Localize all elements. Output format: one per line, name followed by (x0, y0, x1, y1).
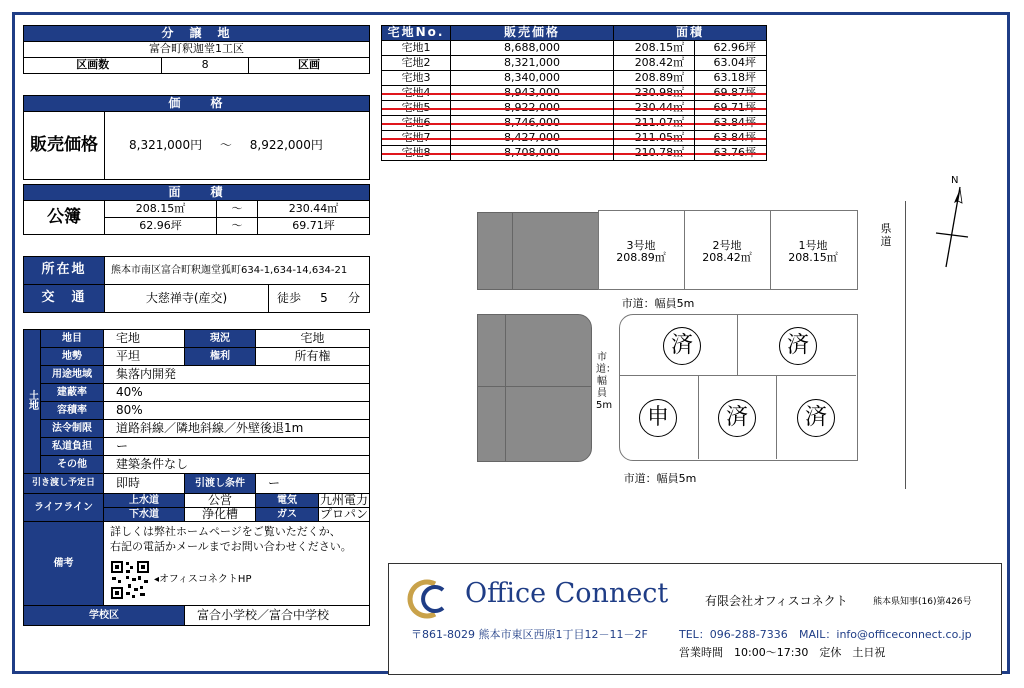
company-license: 熊本県知事(16)第426号 (873, 597, 972, 607)
hourei-value: 道路斜線／隣地斜線／外壁後退1m (104, 420, 370, 438)
lots-row[interactable] (382, 116, 767, 131)
denki-label: 電気 (256, 494, 319, 508)
lot-6-sold-mark: 済 (663, 327, 701, 365)
area-tsubo-min: 62.96坪 (105, 218, 217, 235)
josui-value: 公営 (185, 494, 256, 508)
area-tilde-2: ～ (217, 218, 258, 235)
other-value: 建築条件なし (104, 456, 370, 474)
lot-area-m2: 211.07㎡ (614, 116, 695, 131)
kenpei-label: 建蔽率 (41, 384, 104, 402)
biko-label: 備考 (24, 522, 104, 606)
kenri-label: 権利 (185, 348, 256, 366)
lot-3-area: 208.89㎡ (616, 251, 666, 264)
lot-applied-mark: 申 (639, 399, 677, 437)
location-value: 熊本市南区富合町釈迦堂狐町634-1,634-14,634-21 (105, 257, 370, 285)
price-label: 販売価格 (24, 112, 105, 180)
neighbor-plot (477, 212, 513, 290)
other-label: その他 (41, 456, 104, 474)
lot-no: 宅地5 (382, 101, 451, 116)
road-side-label: 市道：幅員5m (596, 352, 616, 411)
school-value: 富合小学校／富合中学校 (185, 606, 370, 626)
lot-price: 8,746,000 (451, 116, 614, 131)
bunjo-title: 分 譲 地 (24, 26, 370, 42)
pref-road-label: 県道 (880, 222, 892, 248)
price-table (23, 95, 370, 180)
count-unit: 区画 (248, 58, 369, 74)
bunjo-table (23, 25, 370, 74)
count-label: 区画数 (24, 58, 162, 74)
hikiwatashi-value: 即時 (104, 474, 185, 494)
bunjo-name: 富合町釈迦堂1工区 (24, 42, 370, 58)
hourei-label: 法令制限 (41, 420, 104, 438)
company-name: 有限会社オフィスコネクト (705, 594, 848, 608)
lot-divider (776, 376, 777, 459)
neighbor-plot (505, 314, 592, 388)
lot-7-sold-mark: 済 (718, 399, 756, 437)
gas-label: ガス (256, 508, 319, 522)
genkyo-value: 宅地 (256, 330, 370, 348)
lot-area-tsubo: 62.96坪 (695, 41, 767, 56)
logo-text: Office Connect (465, 578, 669, 609)
lot-price: 8,321,000 (451, 56, 614, 71)
biko-content (104, 522, 370, 606)
lot-1-area: 208.15㎡ (788, 251, 838, 264)
price-min: 8,321,000円 (129, 137, 203, 152)
genkyo-label: 現況 (185, 330, 256, 348)
neighbor-plot (477, 314, 507, 388)
location-table (23, 256, 370, 313)
biko-line-2: 右記の電話かメールまでお問い合わせください。 (110, 540, 352, 554)
lot-area-m2: 230.44㎡ (614, 101, 695, 116)
gas-value: プロパン (319, 507, 368, 522)
biko-line-1: 詳しくは弊社ホームページをご覧いただくか、 (110, 525, 341, 539)
neighbor-plot (505, 386, 592, 462)
road-bottom-label: 市道：幅員5m (623, 472, 697, 485)
lot-no: 宅地6 (382, 116, 451, 131)
kenpei-value: 40% (104, 384, 370, 402)
lots-row[interactable] (382, 41, 767, 56)
lots-row[interactable] (382, 101, 767, 116)
shido-value: ー (104, 438, 370, 456)
lot-no: 宅地4 (382, 86, 451, 101)
lot-5-sold-mark: 済 (779, 327, 817, 365)
chisei-value: 平坦 (104, 348, 185, 366)
shido-label: 私道負担 (41, 438, 104, 456)
youseki-label: 容積率 (41, 402, 104, 420)
road-top-label: 市道：幅員5m (621, 297, 695, 310)
lot-area-m2: 208.42㎡ (614, 56, 695, 71)
lot-price: 8,688,000 (451, 41, 614, 56)
area-m2-min: 208.15㎡ (105, 201, 217, 218)
company-hours: 営業時間 10:00～17:30 定休 土日祝 (679, 646, 886, 659)
lot-area-tsubo: 69.71坪 (695, 101, 767, 116)
lot-1-name: 1号地 (798, 239, 828, 252)
lot-price: 8,943,000 (451, 86, 614, 101)
lot-no: 宅地2 (382, 56, 451, 71)
lot-area-tsubo: 63.04坪 (695, 56, 767, 71)
area-label: 公簿 (24, 201, 105, 235)
lots-header-no: 宅地No. (382, 26, 451, 41)
price-title: 価 格 (24, 96, 370, 112)
lots-header-area: 面積 (614, 26, 767, 41)
lot-4-sold-mark: 済 (797, 399, 835, 437)
lots-block (619, 314, 858, 461)
qr-code-icon[interactable] (110, 560, 150, 600)
lot-area-m2: 210.78㎡ (614, 146, 695, 161)
north-arrow-icon (928, 175, 978, 270)
transport-label: 交 通 (24, 285, 105, 313)
lot-divider (737, 315, 738, 375)
lot-no: 宅地1 (382, 41, 451, 56)
lots-header-price: 販売価格 (451, 26, 614, 41)
youto-value: 集落内開発 (104, 366, 370, 384)
neighbor-plot (512, 212, 600, 290)
lot-2-area: 208.42㎡ (702, 251, 752, 264)
youseki-value: 80% (104, 402, 370, 420)
chisei-label: 地勢 (41, 348, 104, 366)
lot-price: 8,922,000 (451, 101, 614, 116)
school-label: 学校区 (24, 606, 185, 626)
lots-table (381, 25, 767, 161)
count-value: 8 (162, 58, 249, 74)
north-label: N (951, 175, 959, 186)
lifeline-label: ライフライン (24, 494, 104, 522)
lot-area-tsubo: 69.87坪 (695, 86, 767, 101)
chimoku-label: 地目 (41, 330, 104, 348)
walk-label: 徒歩 (269, 285, 310, 313)
joken-label: 引渡し条件 (185, 474, 256, 494)
gesui-value: 浄化槽 (185, 508, 256, 522)
lots-row[interactable] (382, 56, 767, 71)
hp-link[interactable]: ◂オフィスコネクトHP (154, 574, 252, 586)
lot-divider (620, 375, 856, 376)
land-table (23, 329, 370, 626)
lot-area-tsubo: 63.84坪 (695, 131, 767, 146)
area-title: 面 積 (24, 185, 370, 201)
hikiwatashi-label: 引き渡し予定日 (24, 474, 104, 494)
lot-no: 宅地8 (382, 146, 451, 161)
area-tilde-1: ～ (217, 201, 258, 218)
lot-area-m2: 211.05㎡ (614, 131, 695, 146)
chimoku-value: 宅地 (104, 330, 185, 348)
josui-label: 上水道 (104, 494, 185, 508)
price-tilde: ～ (219, 137, 232, 152)
lots-row[interactable] (382, 146, 767, 161)
lot-3-name: 3号地 (626, 239, 656, 252)
lot-area-tsubo: 63.18坪 (695, 71, 767, 86)
gesui-label: 下水道 (104, 508, 185, 522)
company-logo-icon (405, 576, 451, 622)
price-range (105, 112, 370, 180)
kenri-value: 所有権 (256, 348, 370, 366)
area-table (23, 184, 370, 235)
area-tsubo-max: 69.71坪 (258, 218, 370, 235)
transport-value: 大慈禅寺(産交) (105, 285, 269, 313)
company-address: 〒861-8029 熊本市東区西原1丁目12－11－2F (411, 628, 648, 641)
pref-road-line (905, 201, 906, 489)
lot-area-m2: 208.15㎡ (614, 41, 695, 56)
lot-divider (698, 376, 699, 459)
lot-area-tsubo: 63.76坪 (695, 146, 767, 161)
company-mail[interactable]: MAIL：info@officeconnect.co.jp (799, 628, 972, 641)
area-m2-max: 230.44㎡ (258, 201, 370, 218)
land-side-text: 土地 (26, 390, 38, 410)
denki-value: 九州電力 (319, 493, 368, 507)
lots-row[interactable] (382, 86, 767, 101)
lot-2-name: 2号地 (712, 239, 742, 252)
lots-row[interactable] (382, 131, 767, 146)
walk-min: 5 (309, 285, 339, 313)
lot-no: 宅地3 (382, 71, 451, 86)
company-card (388, 563, 1002, 675)
neighbor-plot (477, 386, 507, 462)
walk-unit: 分 (339, 285, 370, 313)
location-label: 所在地 (24, 257, 105, 285)
lot-price: 8,427,000 (451, 131, 614, 146)
company-tel[interactable]: TEL：096-288-7336 (679, 628, 788, 641)
youto-label: 用途地域 (41, 366, 104, 384)
land-side-label (24, 330, 41, 474)
lot-price: 8,340,000 (451, 71, 614, 86)
lot-area-m2: 208.89㎡ (614, 71, 695, 86)
lot-price: 8,708,000 (451, 146, 614, 161)
joken-value: ー (256, 474, 370, 494)
lots-row[interactable] (382, 71, 767, 86)
lot-area-m2: 230.98㎡ (614, 86, 695, 101)
lot-area-tsubo: 63.84坪 (695, 116, 767, 131)
price-max: 8,922,000円 (249, 137, 323, 152)
lot-no: 宅地7 (382, 131, 451, 146)
